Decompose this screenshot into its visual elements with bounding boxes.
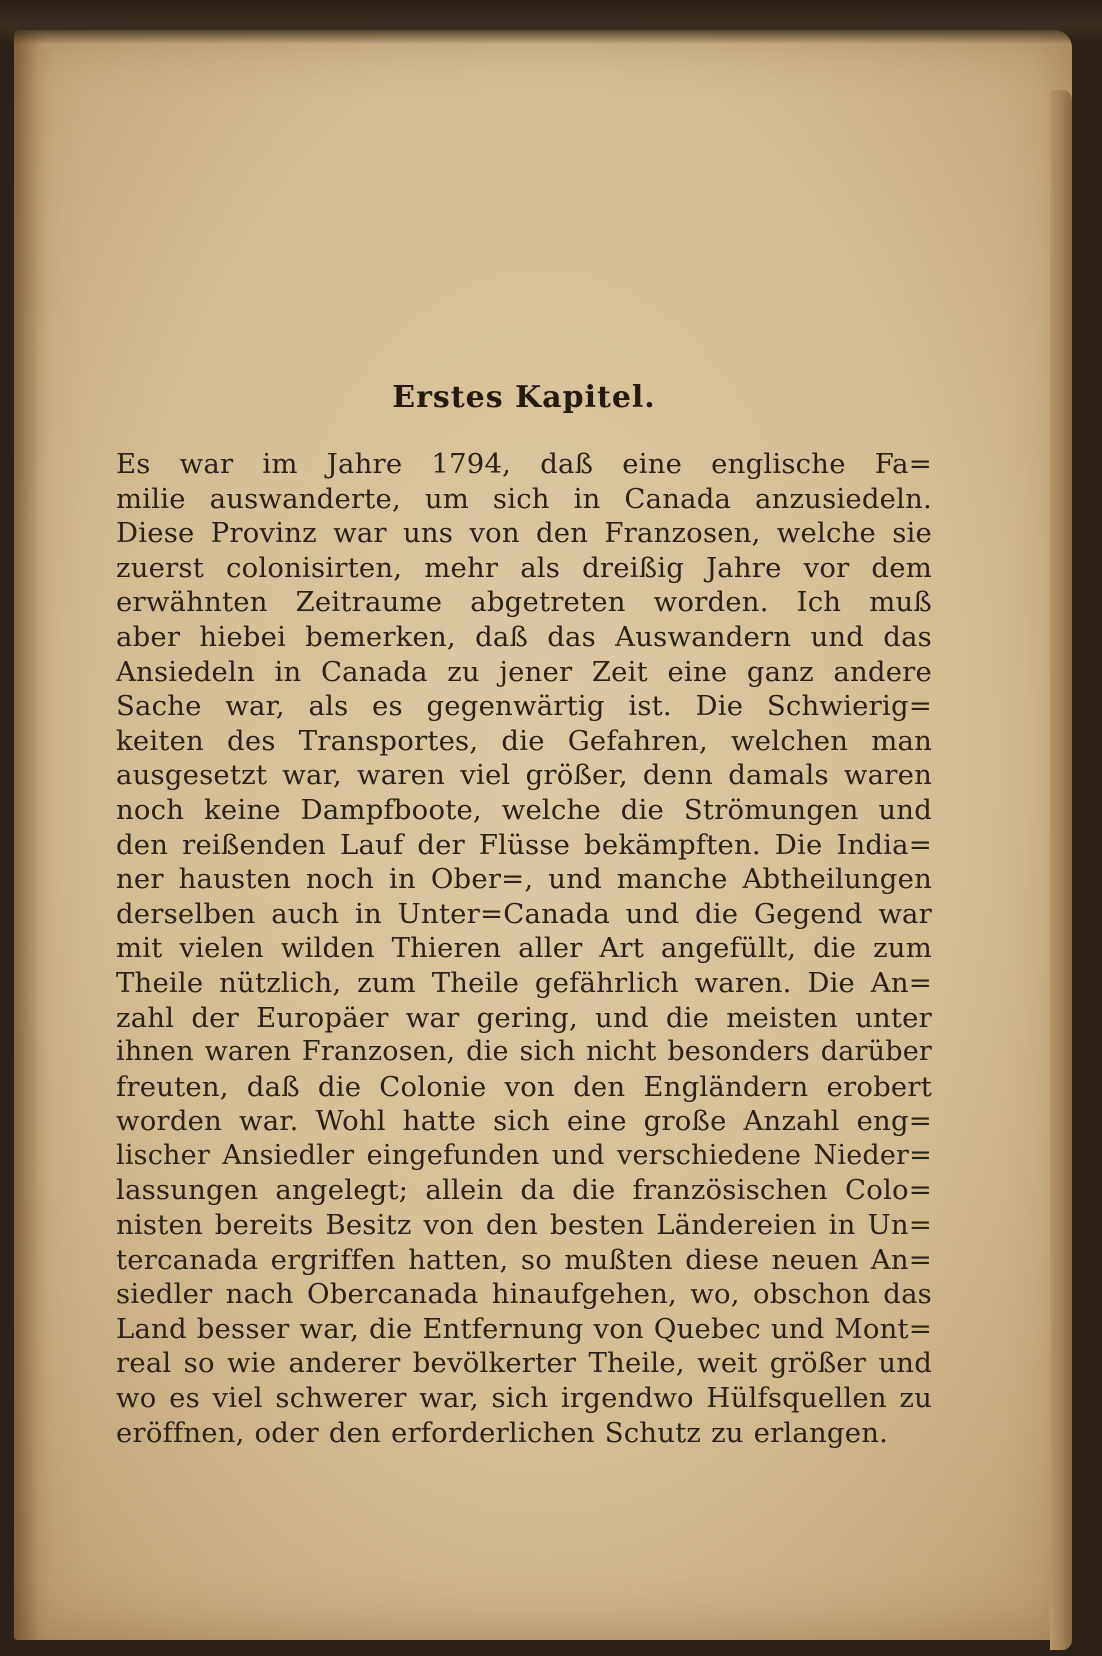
- text-line: Sache war, als es gegenwärtig ist. Die Schwierig=: [116, 690, 932, 723]
- text-line: siedler nach Obercanada hinaufgehen, wo, obschon das: [116, 1278, 932, 1311]
- text-line: real so wie anderer bevölkerter Theile, weit größer und: [116, 1347, 932, 1380]
- text-line: milie auswanderte, um sich in Canada anzusiedeln.: [116, 482, 932, 515]
- text-line: lischer Ansiedler eingefunden und verschiedene Nieder=: [116, 1139, 932, 1171]
- text-line: noch keine Dampfboote, welche die Strömungen und: [116, 793, 932, 826]
- text-line: freuten, daß die Colonie von den Engländern erobert: [116, 1070, 932, 1103]
- text-line: den reißenden Lauf der Flüsse bekämpften. Die India=: [116, 828, 932, 861]
- text-line: Diese Provinz war uns von den Franzosen, welche sie: [116, 517, 932, 550]
- text-line: Es war im Jahre 1794, daß eine englische Fa=: [116, 448, 932, 480]
- text-line: Land besser war, die Entfernung von Quebec und Mont=: [116, 1312, 932, 1345]
- text-line: ihnen waren Franzosen, die sich nicht besonders darüber: [116, 1036, 932, 1068]
- spine-shadow: [14, 30, 50, 1640]
- text-line: wo es viel schwerer war, sich irgendwo Hülfsquellen zu: [116, 1382, 932, 1415]
- page-edge: [1050, 90, 1072, 1650]
- text-line: Theile nützlich, zum Theile gefährlich waren. Die An=: [116, 966, 932, 999]
- page-content: [116, 380, 932, 1450]
- text-line: nisten bereits Besitz von den besten Ländereien in Un=: [116, 1209, 932, 1242]
- text-line: erwähnten Zeitraume abgetreten worden. Ich muß: [116, 586, 932, 619]
- body-paragraph: [116, 447, 932, 1450]
- text-line: derselben auch in Unter=Canada und die Gegend war: [116, 897, 932, 930]
- book-binding-top: [0, 0, 1102, 44]
- text-line: zahl der Europäer war gering, und die meisten unter: [116, 1001, 932, 1034]
- text-line: zuerst colonisirten, mehr als dreißig Jahre vor dem: [116, 551, 932, 584]
- text-line: Ansiedeln in Canada zu jener Zeit eine ganz andere: [116, 655, 932, 688]
- text-line: lassungen angelegt; allein da die französischen Colo=: [116, 1174, 932, 1207]
- chapter-heading: Erstes Kapitel.: [392, 380, 656, 415]
- text-line: keiten des Transportes, die Gefahren, welchen man: [116, 724, 932, 757]
- text-line: tercanada ergriffen hatten, so mußten diese neuen An=: [116, 1243, 932, 1276]
- text-line: worden war. Wohl hatte sich eine große Anzahl eng=: [116, 1105, 932, 1138]
- text-line: mit vielen wilden Thieren aller Art angefüllt, die zum: [116, 932, 932, 965]
- text-line: ner hausten noch in Ober=, und manche Abtheilungen: [116, 863, 932, 896]
- text-line: ausgesetzt war, waren viel größer, denn damals waren: [116, 759, 932, 792]
- text-line: aber hiebei bemerken, daß das Auswandern und das: [116, 620, 932, 653]
- text-line: eröffnen, oder den erforderlichen Schutz zu erlangen.: [116, 1416, 889, 1449]
